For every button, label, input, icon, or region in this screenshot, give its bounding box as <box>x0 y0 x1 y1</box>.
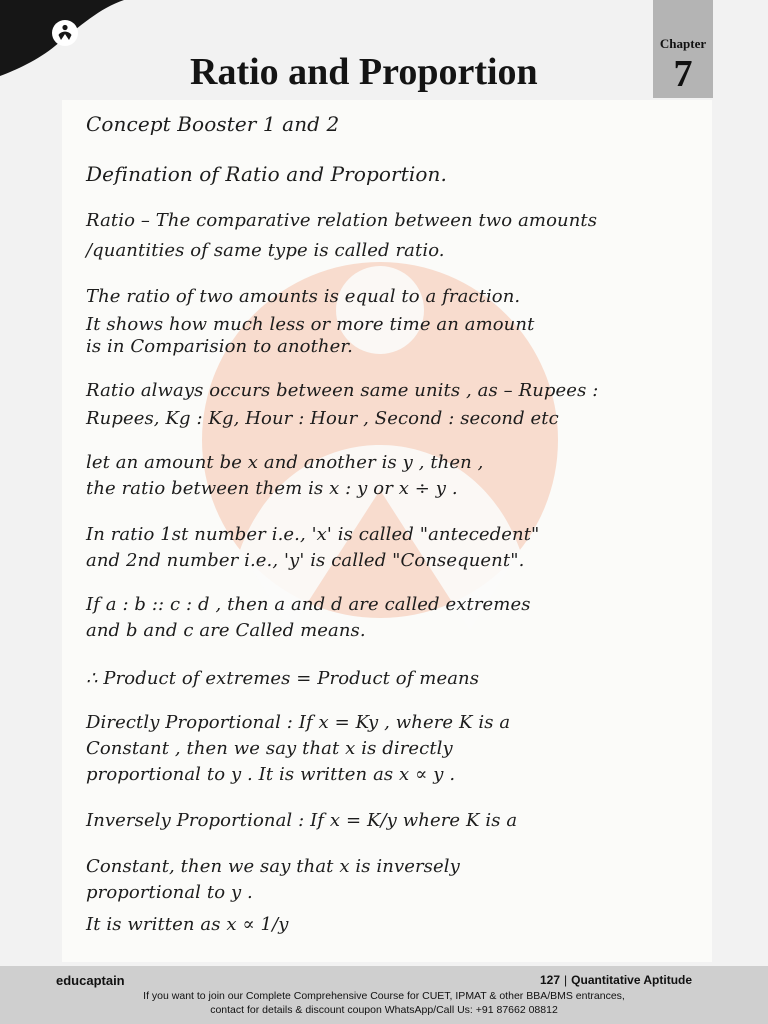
page-title: Ratio and Proportion <box>190 51 538 93</box>
note-line: Ratio always occurs between same units , as – Rupees : <box>86 380 599 401</box>
note-line: Concept Booster 1 and 2 <box>86 112 340 136</box>
note-line: Ratio – The comparative relation between two amounts <box>86 210 598 231</box>
footer-separator: | <box>564 973 568 987</box>
footer-section: Quantitative Aptitude <box>571 973 693 987</box>
note-line: is in Comparision to another. <box>86 336 353 357</box>
chapter-badge <box>653 0 713 98</box>
note-line: proportional to y . It is written as x ∝ y . <box>86 764 456 785</box>
note-line: the ratio between them is x : y or x ÷ y . <box>86 478 458 499</box>
note-line: and b and c are Called means. <box>86 620 366 641</box>
page-footer <box>0 966 768 1024</box>
footer-promo-line-1: If you want to join our Complete Comprehensive Course for CUET, IPMAT & other BBA/BMS entrances, <box>143 990 625 1002</box>
chapter-label: Chapter <box>659 36 707 51</box>
note-line: Rupees, Kg : Kg, Hour : Hour , Second : second etc <box>86 408 559 429</box>
note-line: /quantities of same type is called ratio. <box>86 240 445 261</box>
note-line: ∴ Product of extremes = Product of means <box>86 668 480 689</box>
note-line: It is written as x ∝ 1/y <box>86 914 289 935</box>
note-line: Defination of Ratio and Proportion. <box>86 162 447 186</box>
chapter-number: 7 <box>673 53 693 95</box>
note-line: It shows how much less or more time an amount <box>86 314 535 335</box>
footer-brand: educaptain <box>56 973 125 988</box>
note-line: let an amount be x and another is y , then , <box>86 452 484 473</box>
note-line: If a : b :: c : d , then a and d are called extremes <box>86 594 531 615</box>
note-line: Constant, then we say that x is inversely <box>86 856 460 877</box>
note-line: Constant , then we say that x is directly <box>86 738 453 759</box>
note-line: In ratio 1st number i.e., 'x' is called "antecedent" <box>86 524 540 545</box>
page-number: 127 <box>540 973 561 987</box>
note-line: Inversely Proportional : If x = K/y where K is a <box>86 810 518 831</box>
footer-page-info <box>540 973 692 987</box>
note-line: proportional to y . <box>86 882 253 903</box>
footer-promo-line-2: contact for details & discount coupon WhatsApp/Call Us: +91 87662 08812 <box>210 1004 558 1016</box>
note-line: Directly Proportional : If x = Ky , where K is a <box>86 712 511 733</box>
person-logo-icon <box>52 20 78 46</box>
note-line: The ratio of two amounts is equal to a fraction. <box>86 286 521 307</box>
note-line: and 2nd number i.e., 'y' is called "Consequent". <box>86 550 525 571</box>
